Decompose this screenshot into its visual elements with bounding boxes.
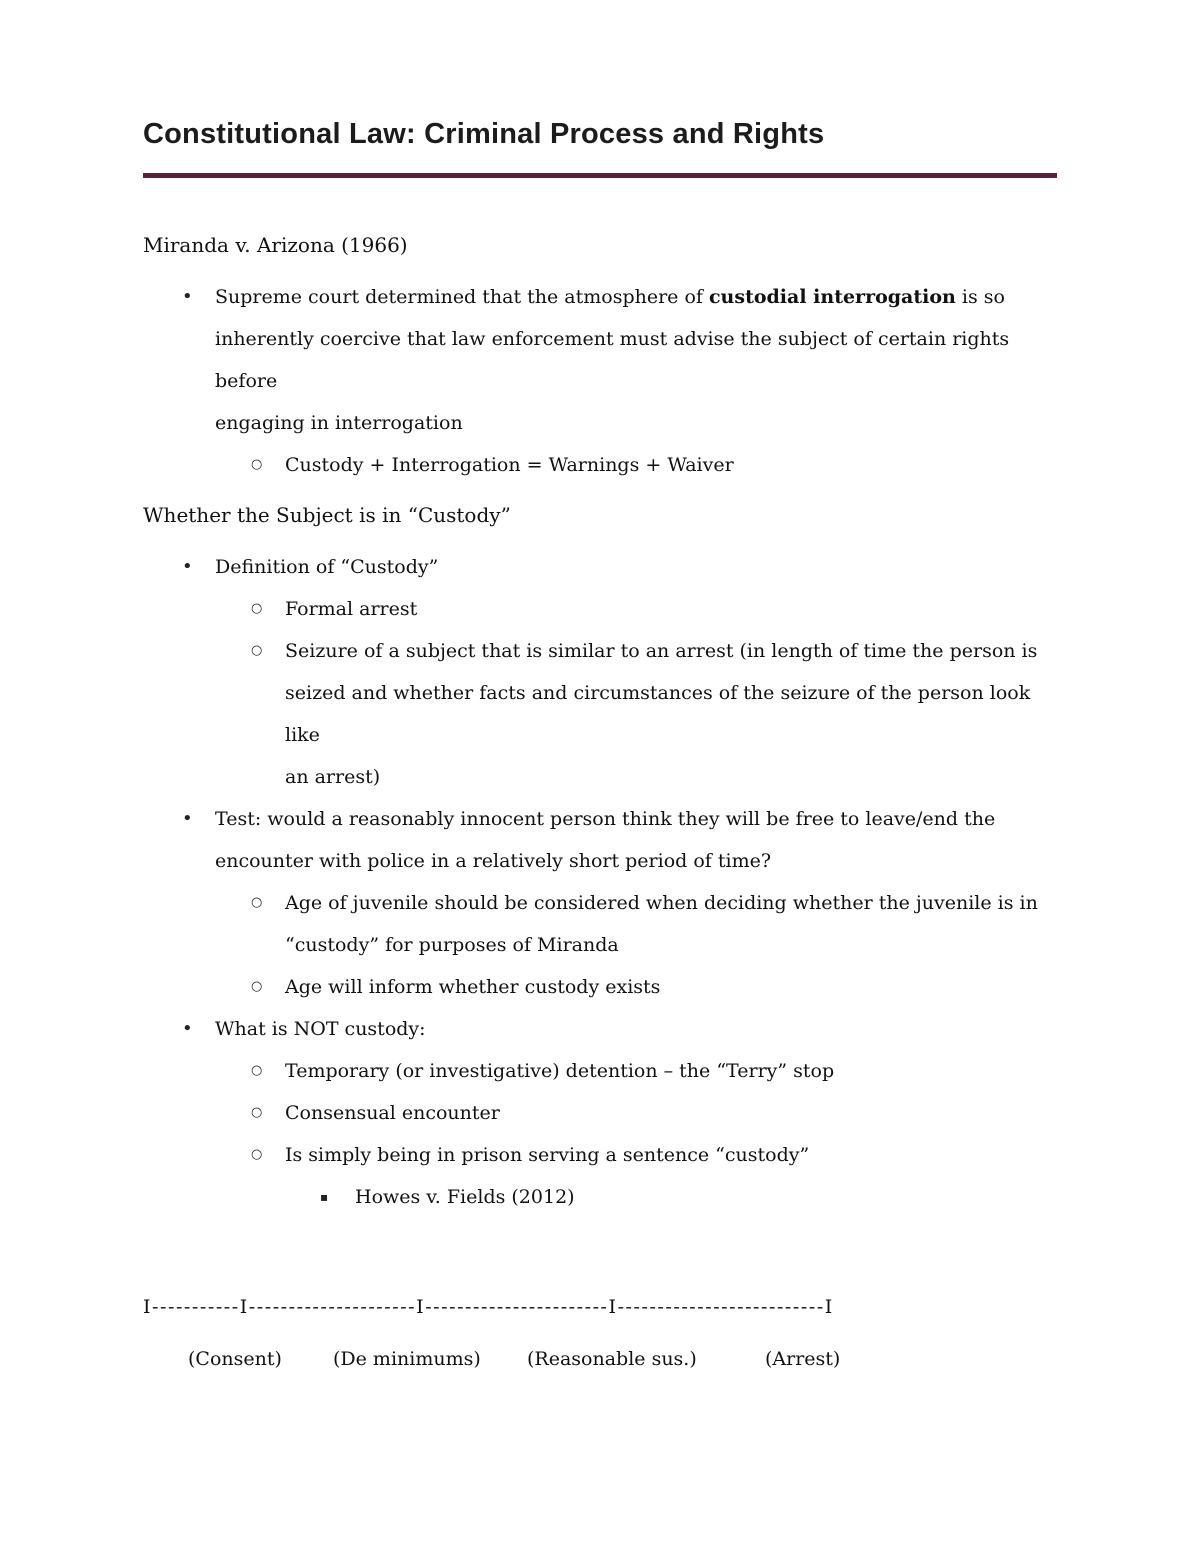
text-line: “custody” for purposes of Miranda — [285, 934, 619, 956]
circle-bullet-icon: ○ — [251, 1063, 263, 1078]
text-line: Age of juvenile should be considered when deciding whether the juvenile is in — [285, 892, 1038, 914]
list-item — [143, 1008, 1057, 1050]
text-span: is so — [955, 286, 1005, 308]
page-title: Constitutional Law: Criminal Process and Rights — [143, 118, 825, 150]
list-item — [143, 444, 1057, 486]
list-item — [143, 798, 1057, 882]
timeline-label-reasonable-sus: (Reasonable sus.) — [527, 1348, 697, 1370]
bullet-icon: • — [182, 556, 193, 577]
text-line: inherently coercive that law enforcement must advise the subject of certain rights before — [215, 328, 1010, 392]
text-line: seized and whether facts and circumstances of the seizure of the person look like — [285, 682, 1031, 746]
list-item — [143, 882, 1057, 966]
circle-bullet-icon: ○ — [251, 601, 263, 616]
list-item-text — [215, 798, 1057, 882]
text-line — [215, 276, 1057, 318]
text-span: Supreme court determined that the atmosphere of — [215, 286, 709, 308]
list-item-text — [285, 630, 1057, 798]
list-item-text: Howes v. Fields (2012) — [355, 1186, 575, 1208]
list-item-text: Consensual encounter — [285, 1102, 500, 1124]
list-item — [143, 1134, 1057, 1176]
list-item-text — [285, 882, 1057, 966]
list-item-text: What is NOT custody: — [215, 1018, 426, 1040]
list-item — [143, 588, 1057, 630]
list-item-text: Age will inform whether custody exists — [285, 976, 661, 998]
bullet-icon: • — [182, 286, 193, 307]
list-item-text — [215, 276, 1057, 444]
circle-bullet-icon: ○ — [251, 1147, 263, 1162]
section-heading-custody: Whether the Subject is in “Custody” — [143, 503, 511, 527]
miranda-list — [143, 276, 1057, 486]
section-heading-miranda: Miranda v. Arizona (1966) — [143, 233, 408, 257]
list-item-text: Temporary (or investigative) detention – the “Terry” stop — [285, 1060, 835, 1082]
list-item — [143, 1092, 1057, 1134]
document-page — [143, 0, 1057, 1374]
timeline-label-arrest: (Arrest) — [765, 1348, 841, 1370]
square-bullet-icon: ▪ — [320, 1190, 329, 1204]
title-rule — [143, 173, 1057, 178]
timeline-label-de-minimums: (De minimums) — [333, 1348, 481, 1370]
circle-bullet-icon: ○ — [251, 979, 263, 994]
list-item — [143, 1050, 1057, 1092]
custody-list — [143, 546, 1057, 1218]
text-line: an arrest) — [285, 766, 381, 788]
list-item-text: Custody + Interrogation = Warnings + Waiver — [285, 454, 734, 476]
timeline-label-consent: (Consent) — [188, 1348, 282, 1370]
list-item — [143, 276, 1057, 444]
circle-bullet-icon: ○ — [251, 457, 263, 472]
list-item — [143, 546, 1057, 588]
circle-bullet-icon: ○ — [251, 895, 263, 910]
text-line: engaging in interrogation — [215, 412, 463, 434]
list-item-text: Is simply being in prison serving a sentence “custody” — [285, 1144, 810, 1166]
list-item — [143, 1176, 1057, 1218]
list-item — [143, 966, 1057, 1008]
list-item — [143, 630, 1057, 798]
bullet-icon: • — [182, 1018, 193, 1039]
text-line: Seizure of a subject that is similar to an arrest (in length of time the person is — [285, 640, 1038, 662]
list-item-text: Formal arrest — [285, 598, 418, 620]
circle-bullet-icon: ○ — [251, 643, 263, 658]
list-item-text: Definition of “Custody” — [215, 556, 439, 578]
bold-text: custodial interrogation — [708, 286, 956, 308]
text-line: encounter with police in a relatively short period of time? — [215, 850, 772, 872]
bullet-icon: • — [182, 808, 193, 829]
text-line: Test: would a reasonably innocent person think they will be free to leave/end the — [215, 808, 996, 830]
timeline-labels — [143, 1344, 1057, 1374]
timeline-line: I-----------I---------------------I-----------------------I--------------------------I — [143, 1296, 834, 1318]
circle-bullet-icon: ○ — [251, 1105, 263, 1120]
